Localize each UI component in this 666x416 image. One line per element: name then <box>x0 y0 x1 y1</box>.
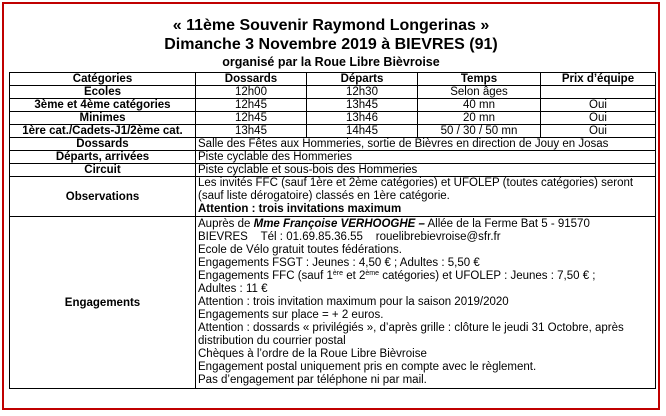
header-departs: Départs <box>307 73 418 86</box>
row-temps: 20 mn <box>418 112 541 125</box>
observations-line: Les invités FFC (sauf 1ère et 2ème catégories) et UFOLEP (toutes catégories) seront <box>198 177 634 189</box>
table-header-row <box>10 73 656 86</box>
row-prix: Oui <box>541 112 656 125</box>
table-row <box>10 112 656 125</box>
header-categories: Catégories <box>10 73 196 86</box>
table-row <box>10 86 656 99</box>
circuit-info-row <box>10 164 656 177</box>
dossards-label: Dossards <box>10 138 196 151</box>
contact-phone: Tél : 01.69.85.36.55 <box>260 231 363 243</box>
event-date-location: Dimanche 3 Novembre 2019 à BIEVRES (91) <box>164 36 498 53</box>
header-dossards: Dossards <box>196 73 307 86</box>
row-dossards: 12h45 <box>196 112 307 125</box>
event-header <box>4 4 658 71</box>
row-category: Ecoles <box>10 86 196 99</box>
engagements-address-line: BIEVRES Tél : 01.69.85.36.55 rouelibrebievroise@sfr.fr <box>198 231 501 243</box>
engagements-contact-line: Auprès de Mme Françoise VERHOOGHE – Allée de la Ferme Bat 5 - 91570 <box>198 218 590 230</box>
engagements-row <box>10 217 656 389</box>
row-prix <box>541 86 656 99</box>
contact-email[interactable]: rouelibrebievroise@sfr.fr <box>375 231 501 243</box>
dossards-location: Salle des Fêtes aux Hommeries, sortie de Bièvres en direction de Jouy en Josas <box>196 138 656 151</box>
engagements-line: Pas d’engagement par téléphone ni par mail. <box>198 374 427 386</box>
document-frame <box>2 2 660 410</box>
engagements-line: Ecole de Vélo gratuit toutes fédérations. <box>198 244 402 256</box>
engagements-text <box>196 217 656 389</box>
dossards-info-row <box>10 138 656 151</box>
table-row <box>10 99 656 112</box>
row-prix: Oui <box>541 125 656 138</box>
departs-arrivees-location: Piste cyclable des Hommeries <box>196 151 656 164</box>
header-prix-equipe: Prix d’équipe <box>541 73 656 86</box>
row-category: Minimes <box>10 112 196 125</box>
row-departs: 13h45 <box>307 99 418 112</box>
departs-arrivees-label: Départs, arrivées <box>10 151 196 164</box>
row-temps: 40 mn <box>418 99 541 112</box>
observations-text <box>196 177 656 217</box>
row-temps: Selon âges <box>418 86 541 99</box>
engagements-line: Engagements FSGT : Jeunes : 4,50 € ; Adultes : 5,50 € <box>198 257 480 269</box>
observations-warning: Attention : trois invitations maximum <box>198 203 402 215</box>
row-category: 1ère cat./Cadets-J1/2ème cat. <box>10 125 196 138</box>
row-category: 3ème et 4ème catégories <box>10 99 196 112</box>
engagements-line: Engagements sur place = + 2 euros. <box>198 309 384 321</box>
engagements-line: Attention : dossards « privilégiés », d’après grille : clôture le jeudi 31 Octobre, après <box>198 322 624 334</box>
circuit-description: Piste cyclable et sous-bois des Hommeries <box>196 164 656 177</box>
row-departs: 13h46 <box>307 112 418 125</box>
event-table <box>9 72 656 389</box>
event-title: « 11ème Souvenir Raymond Longerinas » <box>172 17 490 34</box>
observations-row <box>10 177 656 217</box>
row-departs: 12h30 <box>307 86 418 99</box>
circuit-label: Circuit <box>10 164 196 177</box>
row-prix: Oui <box>541 99 656 112</box>
engagements-line: Attention : trois invitation maximum pour la saison 2019/2020 <box>198 296 509 308</box>
departs-info-row <box>10 151 656 164</box>
row-dossards: 12h45 <box>196 99 307 112</box>
header-temps: Temps <box>418 73 541 86</box>
engagements-label: Engagements <box>10 217 196 389</box>
engagements-line: Engagement postal uniquement pris en compte avec le règlement. <box>198 361 537 373</box>
row-temps: 50 / 30 / 50 mn <box>418 125 541 138</box>
engagements-line: Adultes : 11 € <box>198 283 268 295</box>
row-dossards: 13h45 <box>196 125 307 138</box>
observations-label: Observations <box>10 177 196 217</box>
engagements-line: Engagements FFC (sauf 1ère et 2ème catégories) et UFOLEP : Jeunes : 7,50 € ; <box>198 270 596 282</box>
engagements-line: distribution du courrier postal <box>198 335 346 347</box>
event-organizer: organisé par la Roue Libre Bièvroise <box>222 55 440 69</box>
contact-name: Mme Françoise VERHOOGHE – <box>253 218 425 230</box>
table-row <box>10 125 656 138</box>
engagements-line: Chèques à l’ordre de la Roue Libre Bièvroise <box>198 348 427 360</box>
row-dossards: 12h00 <box>196 86 307 99</box>
observations-line: (sauf liste dérogatoire) classés en 1ère catégorie. <box>198 190 450 202</box>
row-departs: 14h45 <box>307 125 418 138</box>
